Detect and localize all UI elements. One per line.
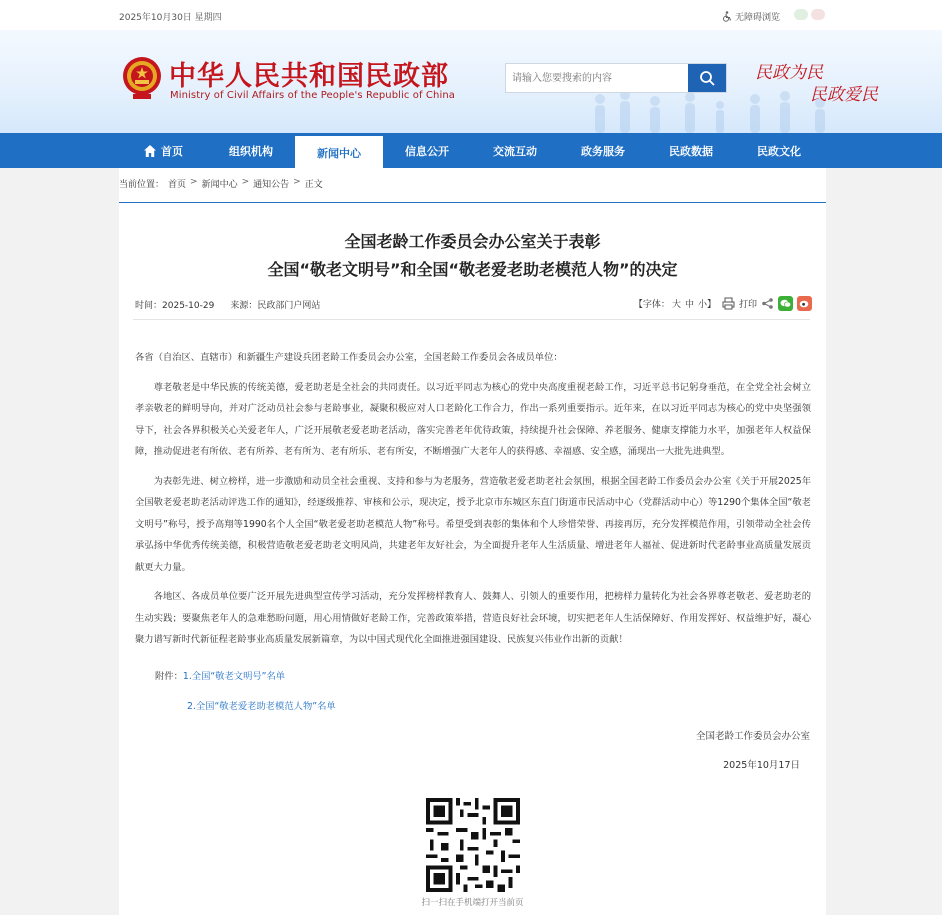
attachment-2 (187, 698, 336, 712)
search-input[interactable] (506, 64, 688, 92)
weibo-icon[interactable] (811, 9, 825, 20)
weibo-eye-icon (799, 299, 810, 308)
nav-item-civil-culture[interactable] (735, 133, 823, 168)
slogan-line-1: 民政为民 (755, 63, 823, 83)
breadcrumb-separator: > (293, 177, 301, 187)
nav-item-label: 交流互动 (493, 144, 537, 158)
font-size-small[interactable]: 小】 (697, 300, 716, 310)
article-tools (634, 296, 812, 311)
sign-date: 2025年10月17日 (723, 760, 800, 771)
article-title-line-1: 全国老龄工作委员会办公室关于表彰 (344, 232, 601, 251)
wechat-bubble-icon (780, 299, 791, 308)
breadcrumb-prefix: 当前位置： (119, 180, 165, 190)
breadcrumb-news-center[interactable]: 新闻中心 (201, 180, 238, 190)
accessibility-link[interactable] (722, 10, 780, 23)
meta-divider (133, 319, 810, 320)
qr-code-icon (426, 798, 520, 892)
wechat-icon[interactable] (794, 9, 808, 20)
signer: 全国老龄工作委员会办公室 (695, 731, 810, 742)
nav-item-label: 民政文化 (757, 144, 801, 158)
nav-item-label: 新闻中心 (317, 146, 361, 160)
font-size-large[interactable]: 大 (671, 300, 681, 310)
font-size-label: 【字体： (633, 300, 670, 310)
article-paragraph-2: 为表彰先进、树立榜样，进一步激励和动员全社会重视、支持和参与为老服务，营造敬老爱老助老社会氛围，根据全国老龄工作委员会办公室《关于开展2025年全国敬老爱老助老活动评选工作的通知》，经逐级推荐、审核和公示，现决定，授予北京市东城区东直门街道市民活动中心（党群活动中心）等1290个集体全国“敬老文明号”称号，授予高翔等1990名个人全国“敬老爱老助老模范人物”称号。希望受到表彰的集体和个人珍惜荣誉、再接再厉，充分发挥模范作用，引领带动全社会传承弘扬中华优秀传统美德，积极营造敬老爱老助老文明风尚，共建老年友好社会，为全面提升老年人生活质量、增进老年人福祉、促进新时代老龄事业高质量发展贡献更大力量。 (135, 475, 811, 573)
site-logo-title[interactable]: 中华人民共和国民政部 (169, 61, 449, 92)
attachment-link-2[interactable]: 2.全国“敬老爱老助老模范人物”名单 (187, 701, 336, 712)
breadcrumb (119, 177, 323, 190)
breadcrumb-divider (119, 202, 826, 203)
qr-caption: 扫一扫在手机端打开当前页 (421, 898, 524, 908)
publish-time-value: 2025-10-29 (162, 301, 215, 311)
top-bar (0, 0, 942, 30)
nav-item-info-disclosure[interactable] (383, 133, 471, 168)
publish-time (135, 298, 214, 311)
attachment-label: 附件： (155, 671, 183, 682)
nav-item-civil-data[interactable] (647, 133, 735, 168)
attachment-1 (155, 668, 285, 682)
nav-item-label: 信息公开 (405, 144, 449, 158)
current-date: 2025年10月30日 星期四 (119, 13, 222, 23)
breadcrumb-notices[interactable]: 通知公告 (253, 180, 290, 190)
site-header (0, 30, 942, 133)
nav-item-organization[interactable] (207, 133, 295, 168)
article-source-value: 民政部门户网站 (257, 301, 321, 311)
wechat-share-icon[interactable] (778, 296, 793, 311)
breadcrumb-current: 正文 (304, 180, 323, 190)
font-size-medium[interactable]: 中 (684, 300, 694, 310)
nav-item-news-center[interactable] (295, 133, 383, 169)
article-paragraph-3: 各地区、各成员单位要广泛开展先进典型宣传学习活动，充分发挥榜样教育人、鼓舞人、引领人的重要作用，把榜样力量转化为社会各界尊老敬老、爱老助老的生动实践；要聚焦老年人的急难愁盼问题，用心用情做好老龄工作，完善政策举措，营造良好社会环境，切实把老年人生活保障好、作用发挥好、权益维护好，凝心聚力谱写新时代新征程老龄事业高质量发展新篇章，为以中国式现代化全面推进强国建设、民族复兴伟业作出新的贡献！ (135, 591, 811, 645)
search-box (505, 63, 727, 93)
slogan-line-2: 民政爱民 (810, 85, 878, 105)
home-icon (143, 144, 157, 158)
wheelchair-icon (722, 11, 732, 22)
attachment-link-1[interactable]: 1.全国“敬老文明号”名单 (182, 671, 286, 682)
weibo-share-icon[interactable] (797, 296, 812, 311)
article-meta (135, 298, 320, 311)
article-title-line-2: 全国“敬老文明号”和全国“敬老爱老助老模范人物”的决定 (267, 260, 678, 279)
nav-item-interaction[interactable] (471, 133, 559, 168)
breadcrumb-home[interactable]: 首页 (168, 180, 187, 190)
font-size-control (634, 297, 718, 310)
publish-time-label: 时间： (135, 301, 163, 311)
article-source (230, 298, 320, 311)
nav-item-label: 首页 (161, 144, 183, 158)
print-icon[interactable] (722, 297, 735, 310)
nav-item-label: 政务服务 (581, 144, 625, 158)
nav-item-home[interactable] (119, 133, 207, 168)
nav-item-gov-services[interactable] (559, 133, 647, 168)
article-body (135, 347, 811, 659)
content-panel (119, 168, 826, 915)
national-emblem-icon (121, 54, 163, 102)
print-label[interactable]: 打印 (738, 300, 757, 310)
breadcrumb-separator: > (190, 177, 198, 187)
article-paragraph-1: 尊老敬老是中华民族的传统美德，爱老助老是全社会的共同责任。以习近平同志为核心的党中央高度重视老龄工作，习近平总书记躬身垂范，在全党全社会树立孝亲敬老的鲜明导向，并对广泛动员社会参与老龄事业，凝聚积极应对人口老龄化工作合力，作出一系列重要指示。近年来，在以习近平同志为核心的党中央坚强领导下，社会各界积极关心关爱老年人，广泛开展敬老爱老助老活动，落实完善老年优待政策，持续提升社会保障、养老服务、健康支撑能力水平，加强老年人权益保障，推动促进老有所依、老有所养、老有所为、老有所乐、老有所安，不断增强广大老年人的获得感、幸福感、安全感，涌现出一大批先进典型。 (135, 381, 811, 457)
search-button[interactable] (688, 64, 726, 92)
top-share-group (794, 9, 825, 20)
article-salutation: 各省（自治区、直辖市）和新疆生产建设兵团老龄工作委员会办公室，全国老龄工作委员会各成员单位： (135, 352, 563, 363)
site-logo-subtitle: Ministry of Civil Affairs of the People's Republic of China (170, 90, 455, 101)
search-icon (699, 70, 715, 86)
nav-item-label: 民政数据 (669, 144, 713, 158)
nav-item-label: 组织机构 (229, 144, 273, 158)
breadcrumb-separator: > (241, 177, 250, 187)
main-nav (0, 133, 942, 168)
accessibility-label: 无障碍浏览 (735, 13, 781, 23)
share-icon[interactable] (761, 297, 774, 310)
article-source-label: 来源： (230, 301, 258, 311)
